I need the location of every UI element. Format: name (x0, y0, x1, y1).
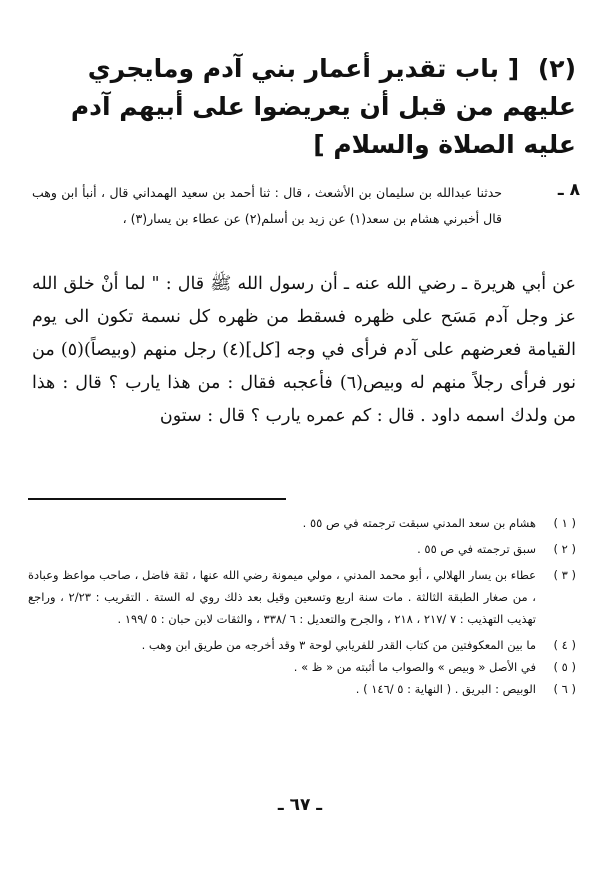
chapter-heading (36, 50, 576, 164)
footnote-text: الوبيص : البريق . ( النهاية : ٥ /١٤٦ ) . (355, 682, 536, 696)
footnote-separator (28, 498, 286, 500)
footnote-number: ( ٤ ) (553, 638, 576, 652)
footnote-text: عطاء بن يسار الهلالي ، أبو محمد المدني ، مولي ميمونة رضي الله عنها ، ثقة فاضل ، صاحب مواعظ وعبادة ، من صغار الطبقة الثالثة . مات سنة اربع وتسعين وقيل بعد ذلك روي له الستة . التقريب : ٢/٢٣ ، وراجع تهذيب التهذيب : ٧ /٢١٧ ، ٢١٨ ، والجرح والتعديل : ٦ /٣٣٨ ، والثقات لابن حبان : ٥ /١٩٩ . (28, 568, 536, 626)
footnote-text: هشام بن سعد المدني سبقت ترجمته في ص ٥٥ . (302, 516, 536, 530)
footnote-number: ( ٢ ) (553, 542, 576, 556)
footnotes (28, 512, 576, 700)
footnote-item (28, 656, 576, 678)
footnote-text: سبق ترجمته في ص ٥٥ . (417, 542, 536, 556)
chapter-number: (٢) (537, 54, 576, 83)
hadith-number: ٨ ـ (557, 180, 580, 200)
footnote-text: ما بين المعكوفتين من كتاب القدر للفريابي لوحة ٣ وقد أخرجه من طريق ابن وهب . (141, 638, 536, 652)
footnote-number: ( ٥ ) (553, 660, 576, 674)
footnote-item (28, 634, 576, 656)
page-number: ـ ٦٧ ـ (277, 795, 323, 815)
footnote-item (28, 678, 576, 700)
footnote-item (28, 512, 576, 534)
footnote-number: ( ٦ ) (553, 682, 576, 696)
hadith-matn: عن أبي هريرة ـ رضي الله عنه ـ أن رسول الله ﷺ قال : " لما أنْ خلق الله عز وجل آدم مَسَح على ظهره فسقط من ظهره كل نسمة تكون الى يوم القيامة فعرضهم على آدم فرأى في وجه [كل](٤) رجل منهم (وبيصاً)(٥) من نور فرأى رجلاً منهم له وبيص(٦) فأعجبه فقال : من هذا يارب ؟ قال : هذا من ولدك اسمه داود . قال : كم عمره يارب ؟ قال : ستون (32, 274, 577, 426)
footnote-number: ( ٣ ) (553, 568, 576, 582)
hadith-isnad: حدثنا عبدالله بن سليمان بن الأشعث ، قال : ثنا أحمد بن سعيد الهمداني قال ، أنبأ ابن وهب قال أخبرني هشام بن سعد(١) عن زيد بن أسلم(٢) عن عطاء بن يسار(٣) ، (32, 185, 502, 226)
chapter-title-text: [ باب تقدير أعمار بني آدم ومايجري عليهم من قبل أن يعريضوا على أبيهم آدم عليه الصلاة والسلام ] (70, 54, 576, 159)
footnote-number: ( ١ ) (553, 516, 576, 530)
footnote-item (28, 564, 576, 630)
footnote-item (28, 538, 576, 560)
footnote-text: في الأصل « وبيص » والصواب ما أثبته من « ظ » . (293, 660, 536, 674)
